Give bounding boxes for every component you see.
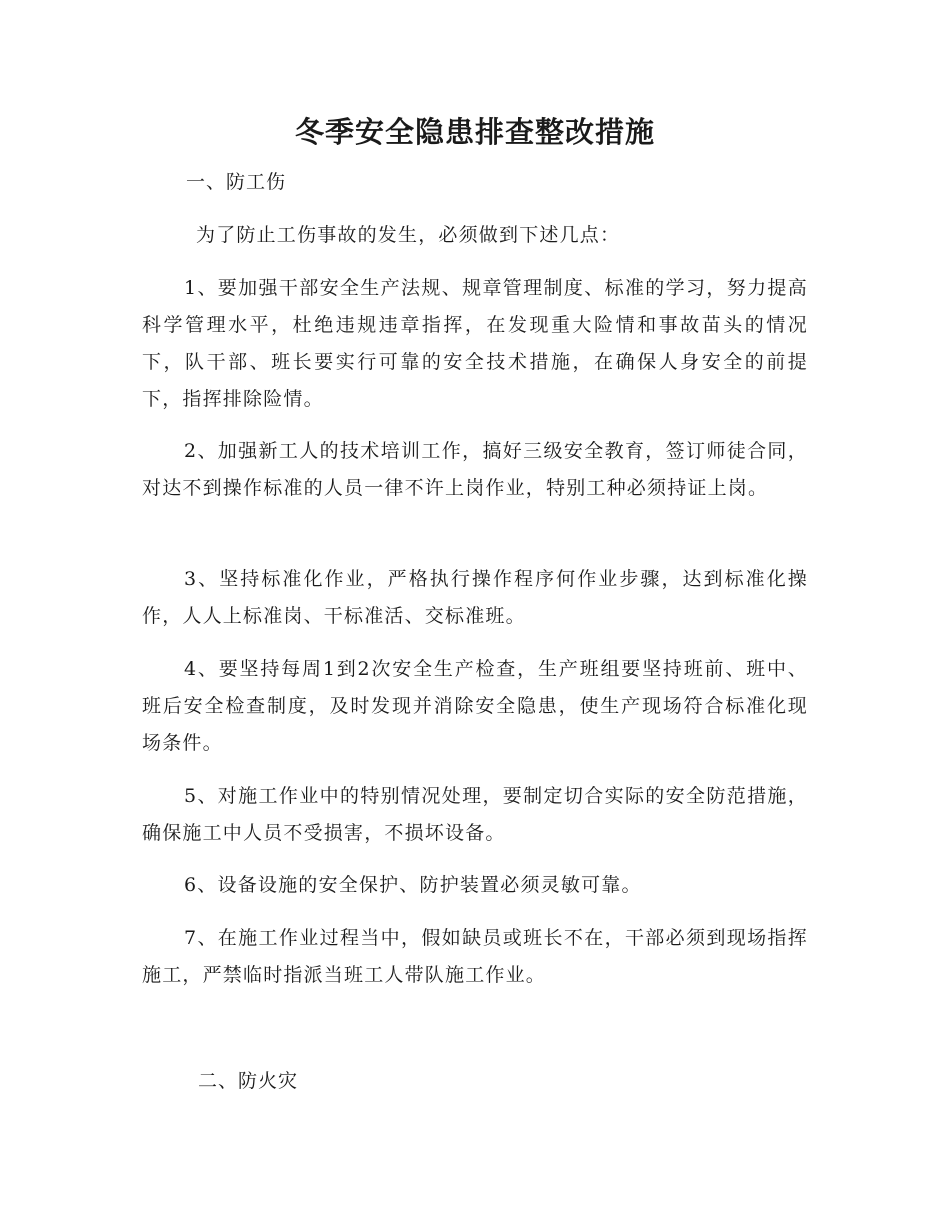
section-heading-work-injury: 一、防工伤: [186, 171, 287, 193]
list-item-5: 5、对施工作业中的特别情况处理，要制定切合实际的安全防范措施，确保施工中人员不受损害，不损坏设备。: [142, 785, 808, 844]
list-item-7: 7、在施工作业过程当中，假如缺员或班长不在，干部必须到现场指挥施工，严禁临时指派当班工人带队施工作业。: [142, 927, 808, 986]
section-heading-fire: 二、防火灾: [198, 1070, 299, 1092]
document-title: 冬季安全隐患排查整改措施: [294, 115, 655, 149]
list-item-4: 4、要坚持每周1到2次安全生产检查，生产班组要坚持班前、班中、班后安全检查制度，及时发现并消除安全隐患，使生产现场符合标准化现场条件。: [142, 658, 808, 754]
intro-paragraph: 为了防止工伤事故的发生，必须做到下述几点：: [196, 224, 621, 246]
list-item-3: 3、坚持标准化作业，严格执行操作程序何作业步骤，达到标准化操作，人人上标准岗、干标准活、交标准班。: [142, 568, 808, 627]
list-item-1: 1、要加强干部安全生产法规、规章管理制度、标准的学习，努力提高科学管理水平，杜绝违规违章指挥，在发现重大险情和事故苗头的情况下，队干部、班长要实行可靠的安全技术措施，在确保人身安全的前提下，指挥排除险情。: [142, 277, 808, 410]
list-item-6: 6、设备设施的安全保护、防护装置必须灵敏可靠。: [184, 874, 642, 896]
list-item-2: 2、加强新工人的技术培训工作，搞好三级安全教育，签订师徒合同，对达不到操作标准的人员一律不许上岗作业，特别工种必须持证上岗。: [142, 440, 808, 499]
